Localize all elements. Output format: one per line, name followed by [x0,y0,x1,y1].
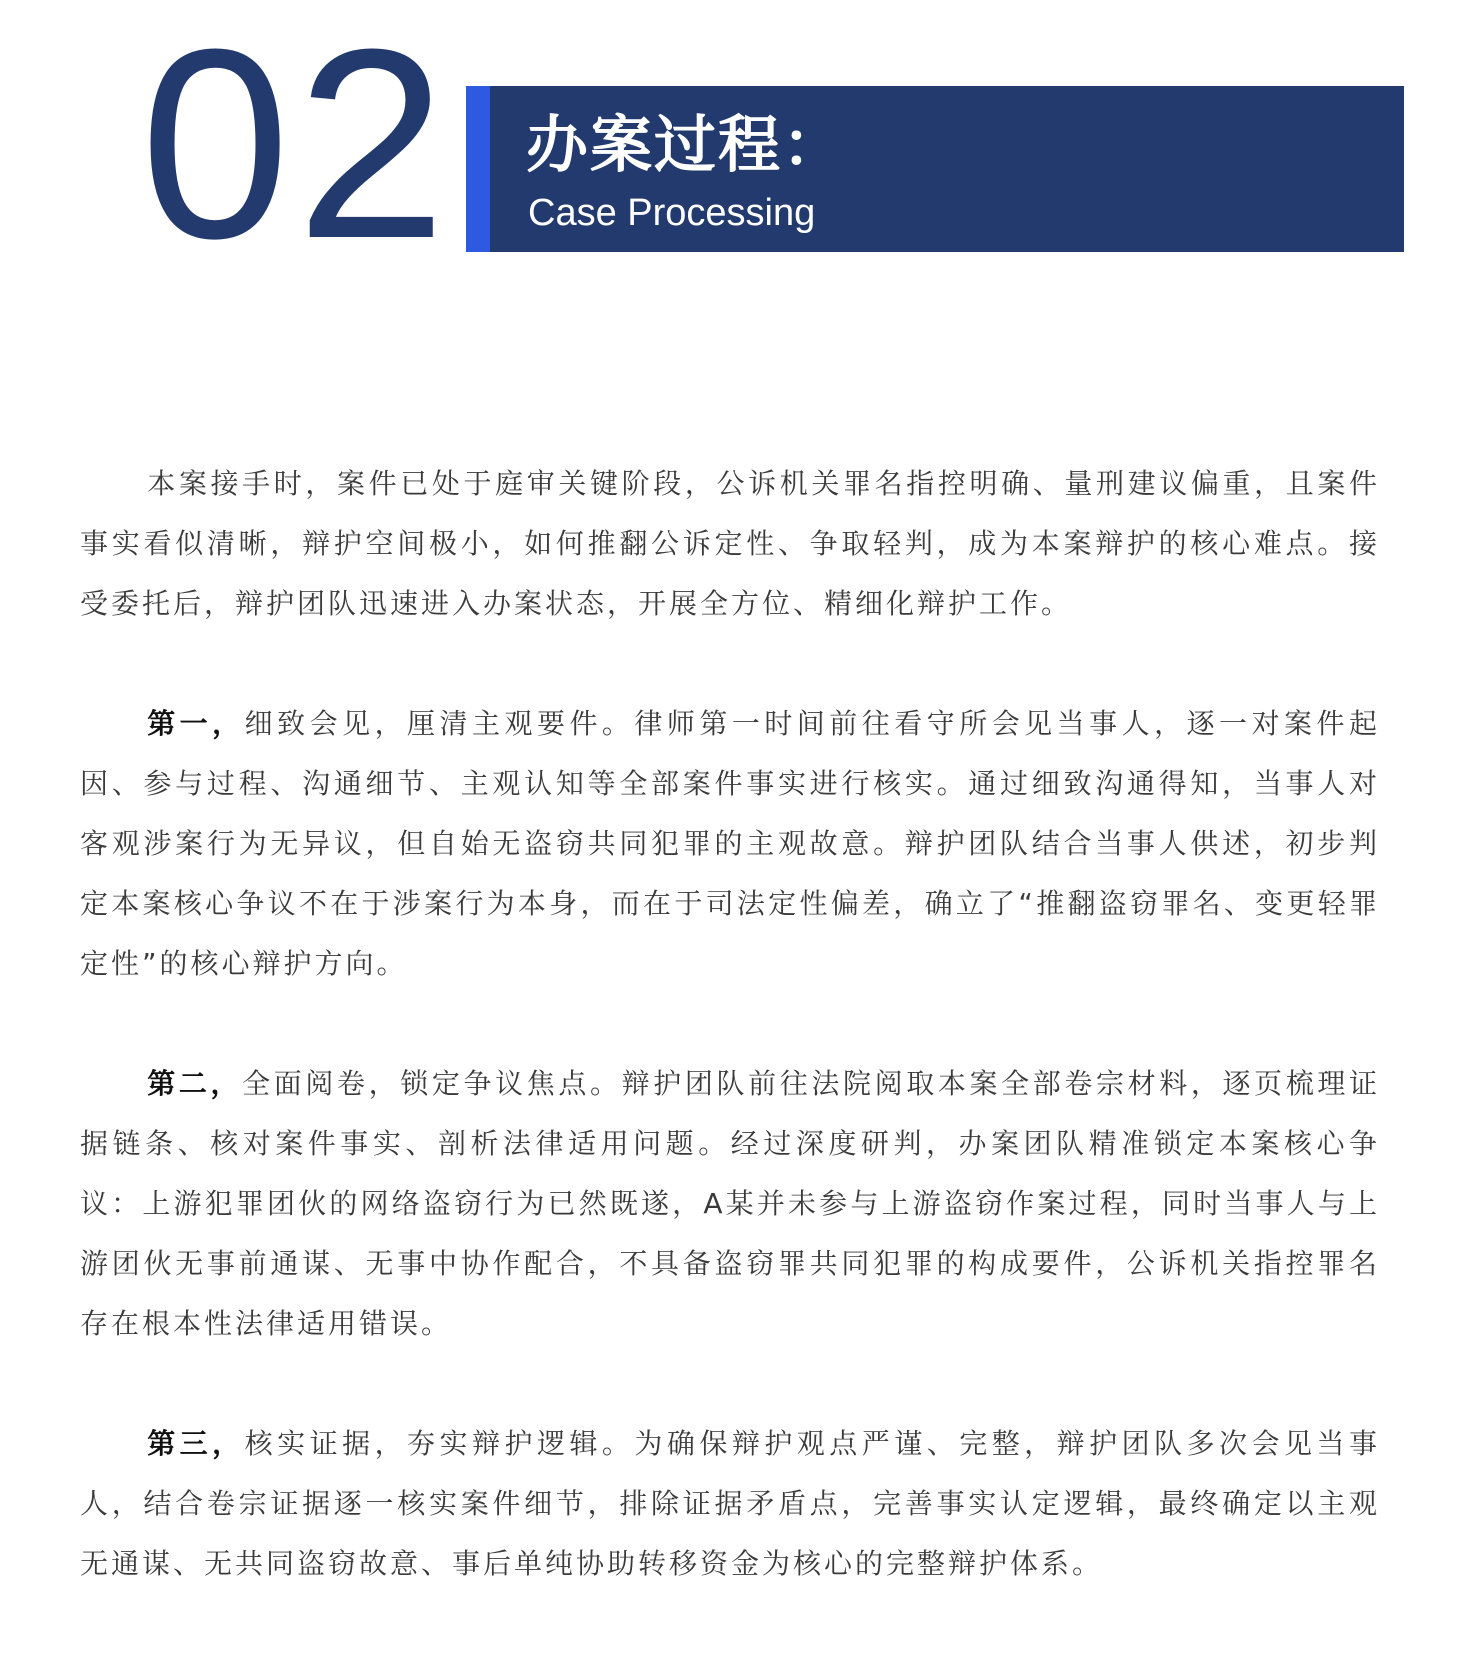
paragraph-text: 全面阅卷，锁定争议焦点。辩护团队前往法院阅取本案全部卷宗材料，逐页梳理证据链条、核对案件事实、剖析法律适用问题。经过深度研判，办案团队精准锁定本案核心争议：上游犯罪团伙的网络盗窃行为已然既遂，A某并未参与上游盗窃作案过程，同时当事人与上游团伙无事前通谋、无事中协作配合，不具备盗窃罪共同犯罪的构成要件，公诉机关指控罪名存在根本性法律适用错误。 [80,1067,1380,1340]
paragraph-lead: 第一， [147,707,245,740]
section-title-en: Case Processing [528,192,816,234]
title-accent-stripe [466,86,490,252]
title-bar [466,86,1404,252]
paragraph-first [80,694,1380,994]
paragraph-lead: 第三， [147,1427,245,1460]
paragraph-intro [80,454,1380,634]
paragraph-lead: 第二， [147,1067,243,1100]
paragraph-text: 核实证据，夯实辩护逻辑。为确保辩护观点严谨、完整，辩护团队多次会见当事人，结合卷宗证据逐一核实案件细节，排除证据矛盾点，完善事实认定逻辑，最终确定以主观无通谋、无共同盗窃故意、事后单纯协助转移资金为核心的完整辩护体系。 [80,1427,1380,1580]
paragraph-second [80,1054,1380,1354]
article-body [80,454,1380,1654]
section-number: 02 [140,0,453,295]
paragraph-third [80,1414,1380,1594]
paragraph-text: 细致会见，厘清主观要件。律师第一时间前往看守所会见当事人，逐一对案件起因、参与过程、沟通细节、主观认知等全部案件事实进行核实。通过细致沟通得知，当事人对客观涉案行为无异议，但自始无盗窃共同犯罪的主观故意。辩护团队结合当事人供述，初步判定本案核心争议不在于涉案行为本身，而在于司法定性偏差，确立了“推翻盗窃罪名、变更轻罪定性”的核心辩护方向。 [80,707,1380,980]
paragraph-text: 本案接手时，案件已处于庭审关键阶段，公诉机关罪名指控明确、量刑建议偏重，且案件事实看似清晰，辩护空间极小，如何推翻公诉定性、争取轻判，成为本案辩护的核心难点。接受委托后，辩护团队迅速进入办案状态，开展全方位、精细化辩护工作。 [80,467,1380,620]
section-title-cn: 办案过程： [526,108,847,181]
